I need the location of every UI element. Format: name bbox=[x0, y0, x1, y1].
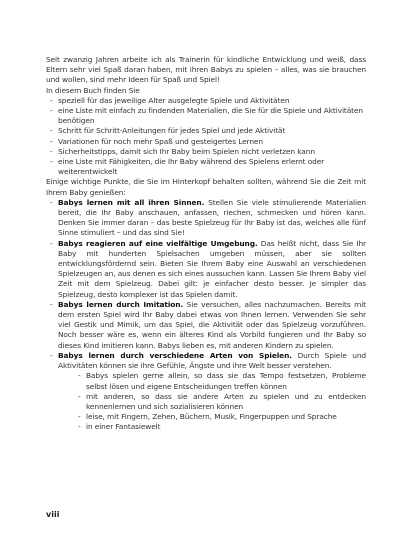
book-list-item: - Sicherheitstipps, damit sich Ihr Baby beim Spielen nicht verletzen kann bbox=[46, 147, 366, 157]
points-intro: Einige wichtige Punkte, die Sie im Hinterkopf behalten sollten, während Sie die Zeit mit Ihrem Baby genießen: bbox=[46, 177, 366, 197]
play-types-list bbox=[58, 371, 366, 432]
point-heading: Babys reagieren auf eine vielfältige Umgebung. bbox=[58, 238, 258, 248]
play-type-item: - mit anderen, so dass sie andere Arten zu spielen und zu entdecken kennenlernen und sich sozialisieren können bbox=[58, 392, 366, 412]
point-text: Sie versuchen, alles nachzumachen. Bereits mit dem ersten Spiel wird Ihr Baby dabei etwas von Ihnen lernen. Verwenden Sie sehr viel Gestik und Mimik, um das Spiel, die Aktivität oder das Spielzeug vorzuführen. Noch besser wäre es, wenn ein älteres Kind als Vorbild fungieren und Ihr Baby so dieses Kind imitieren kann. Babys lieben es, mit anderen Kindern zu spielen. bbox=[58, 299, 366, 350]
book-list-item: - speziell für das jeweilige Alter ausgelegte Spiele und Aktivitäten bbox=[46, 96, 366, 106]
play-type-item: - Babys spielen gerne allein, so dass sie das Tempo festsetzen, Probleme selbst lösen und eigene Entscheidungen treffen können bbox=[58, 371, 366, 391]
book-list bbox=[46, 96, 366, 178]
intro-paragraph: Seit zwanzig Jahren arbeite ich als Trainerin für kindliche Entwicklung und weiß, dass Eltern sehr viel Spaß daran haben, mit ihren Babys zu spielen – alles, was sie brauchen und wollen, sind mehr Ideen für Spaß und Spiel! bbox=[46, 55, 366, 85]
point-item bbox=[46, 351, 366, 433]
points-list bbox=[46, 198, 366, 433]
book-list-item: - Schritt für Schritt-Anleitungen für jedes Spiel und jede Aktivität bbox=[46, 126, 366, 136]
point-text: Stellen Sie viele stimulierende Materialien bereit, die Ihr Baby anschauen, anfassen, riechen, schmecken und hören kann. Denken Sie immer daran – das beste Spielzeug für Ihr Baby ist das, welches alle fünf Sinne stimuliert – und das sind Sie! bbox=[58, 197, 366, 238]
point-item bbox=[46, 239, 366, 300]
play-type-item: - in einer Fantasiewelt bbox=[58, 422, 366, 432]
book-list-item: - Variationen für noch mehr Spaß und gesteigertes Lernen bbox=[46, 137, 366, 147]
point-heading: Babys lernen durch Imitation. bbox=[58, 299, 184, 309]
point-item bbox=[46, 198, 366, 239]
play-type-item: - leise, mit Fingern, Zehen, Büchern, Musik, Fingerpuppen und Sprache bbox=[58, 412, 366, 422]
page-content bbox=[46, 55, 366, 433]
point-item bbox=[46, 300, 366, 351]
book-list-item: - eine Liste mit einfach zu findenden Materialien, die Sie für die Spiele und Aktivitäten benötigen bbox=[46, 106, 366, 126]
book-list-item: - eine Liste mit Fähigkeiten, die Ihr Baby während des Spielens erlernt oder weiterentwickelt bbox=[46, 157, 366, 177]
point-heading: Babys lernen mit all ihren Sinnen. bbox=[58, 197, 205, 207]
point-heading: Babys lernen durch verschiedene Arten von Spielen. bbox=[58, 350, 292, 360]
point-text: Durch Spiele und Aktivitäten können sie ihre Gefühle, Ängste und ihre Welt besser verstehen. bbox=[58, 350, 366, 371]
point-text: Das heißt nicht, dass Sie Ihr Baby mit hunderten Spielsachen umgeben müssen, aber sie sollten entwicklungsfördernd sein. Bieten Sie Ihrem Baby eine Auswahl an verschiedenen Spielzeugen an, aus denen es sich eines aussuchen kann. Lassen Sie Ihrem Baby viel Zeit mit dem Spielzeug. Dabei gilt: je einfacher desto besser. Je simpler das Spielzeug, desto komplexer ist das Spielen damit. bbox=[58, 238, 366, 299]
page-number: viii bbox=[46, 510, 60, 519]
book-list-heading: In diesem Buch finden Sie bbox=[46, 85, 140, 95]
